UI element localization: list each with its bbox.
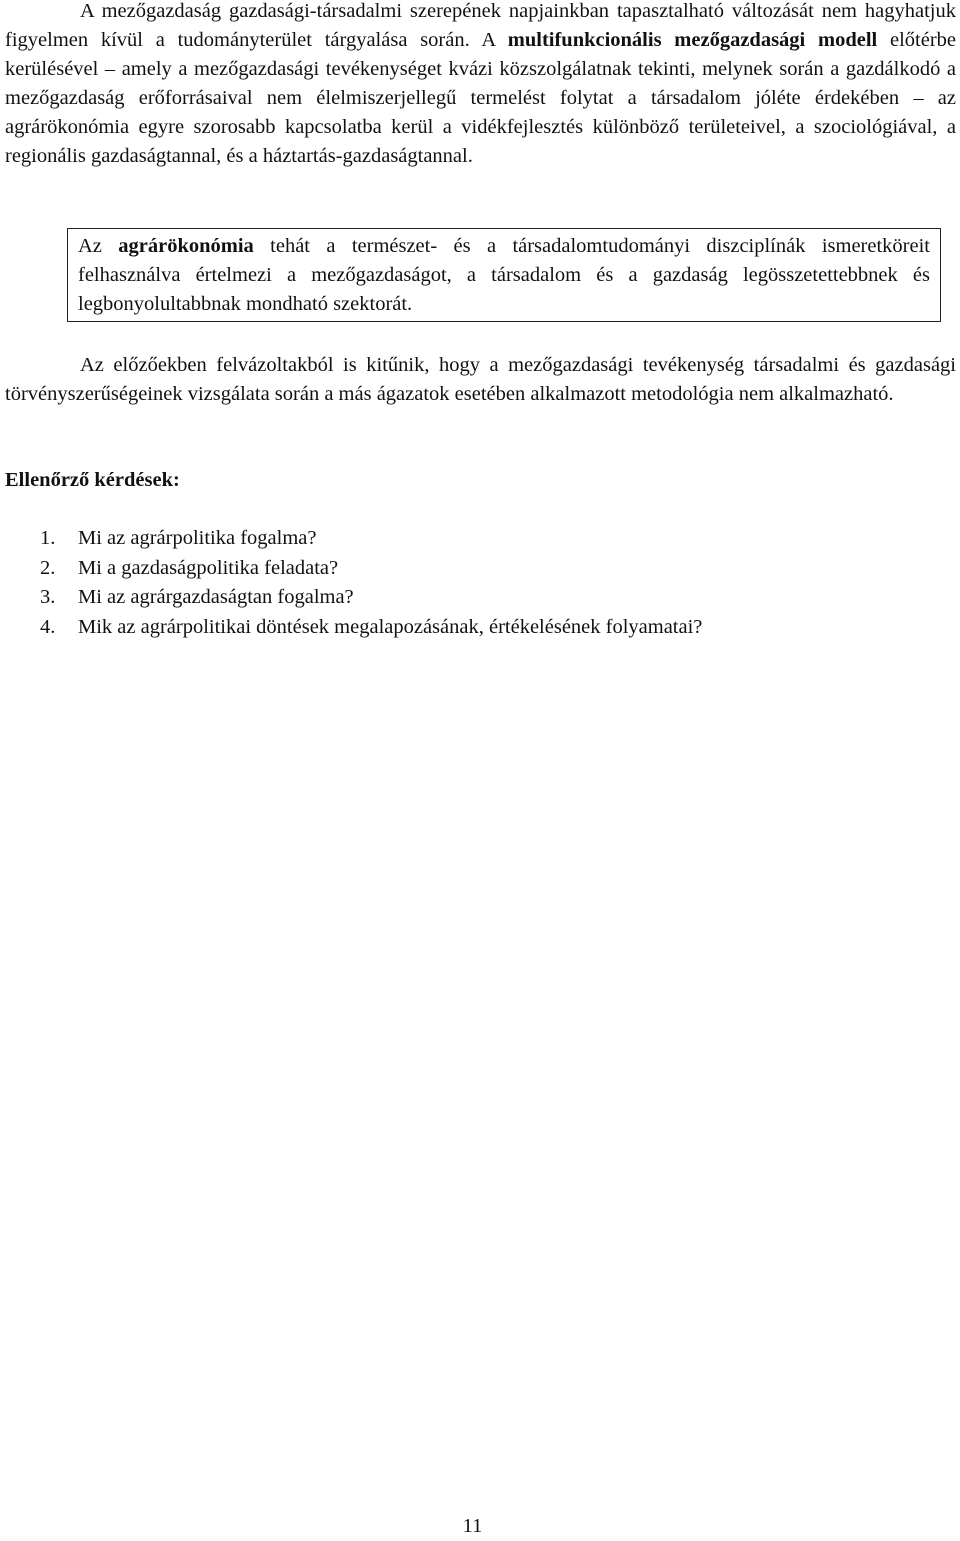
question-text: Mi az agrárgazdaságtan fogalma?: [78, 586, 354, 608]
question-text: Mik az agrárpolitikai döntések megalapozásának, értékelésének folyamatai?: [78, 615, 703, 638]
document-page: [5, 0, 956, 171]
list-item: [40, 524, 702, 554]
intro-bold-term: multifunkcionális mezőgazdasági modell: [507, 29, 878, 51]
question-number: 2.: [40, 556, 56, 579]
question-number: 1.: [40, 527, 56, 549]
questions-list: [40, 524, 702, 642]
intro-text-2: előtérbe kerülésével – amely a mezőgazdasági tevékenységet kvázi közszolgálatnak tekinti, melynek során a gazdálkodó a mezőgazdaság erőforrásaival nem élelmiszerjellegű termelést folytat a társadalom jóléte érdekében – az agrárökonómia egyre szorosabb kapcsolatba kerül a vidékfejlesztés különböző területeivel, a szociológiával, a regionális gazdaságtannal, és a háztartás-gazdaságtannal.: [5, 29, 957, 167]
conclusion-paragraph: Az előzőekben felvázoltakból is kitűnik, hogy a mezőgazdasági tevékenység társadalmi és gazdasági törvényszerűségeinek vizsgálata során a más ágazatok esetében alkalmazott metodológia nem alkalmazható.: [5, 354, 956, 405]
question-text: Mi a gazdaságpolitika feladata?: [78, 556, 339, 579]
question-text: Mi az agrárpolitika fogalma?: [78, 527, 317, 549]
question-number: 3.: [40, 586, 56, 608]
definition-box: [67, 228, 941, 322]
list-item: [40, 583, 702, 613]
page-number: 11: [462, 1515, 483, 1537]
question-number: 4.: [40, 615, 56, 638]
intro-text-1: A mezőgazdaság gazdasági-társadalmi szerepének napjainkban tapasztalható változását nem hagyhatjuk figyelmen kívül a tudományterület tárgyalása során. A: [5, 0, 956, 51]
definition-text-2: tehát a természet- és a társadalomtudományi diszciplínák ismeretköreit felhasználva értelmezi a mezőgazdaságot, a társadalom és a gazdaság legösszetettebbnek és legbonyolultabbnak mondható szektorát.: [78, 235, 930, 315]
definition-bold-term: agrárökonómia: [118, 235, 254, 257]
list-item: [40, 613, 702, 643]
questions-heading: Ellenőrző kérdések:: [5, 469, 180, 491]
definition-text-1: Az: [78, 235, 119, 257]
list-item: [40, 554, 702, 584]
intro-paragraph: [5, 0, 956, 171]
